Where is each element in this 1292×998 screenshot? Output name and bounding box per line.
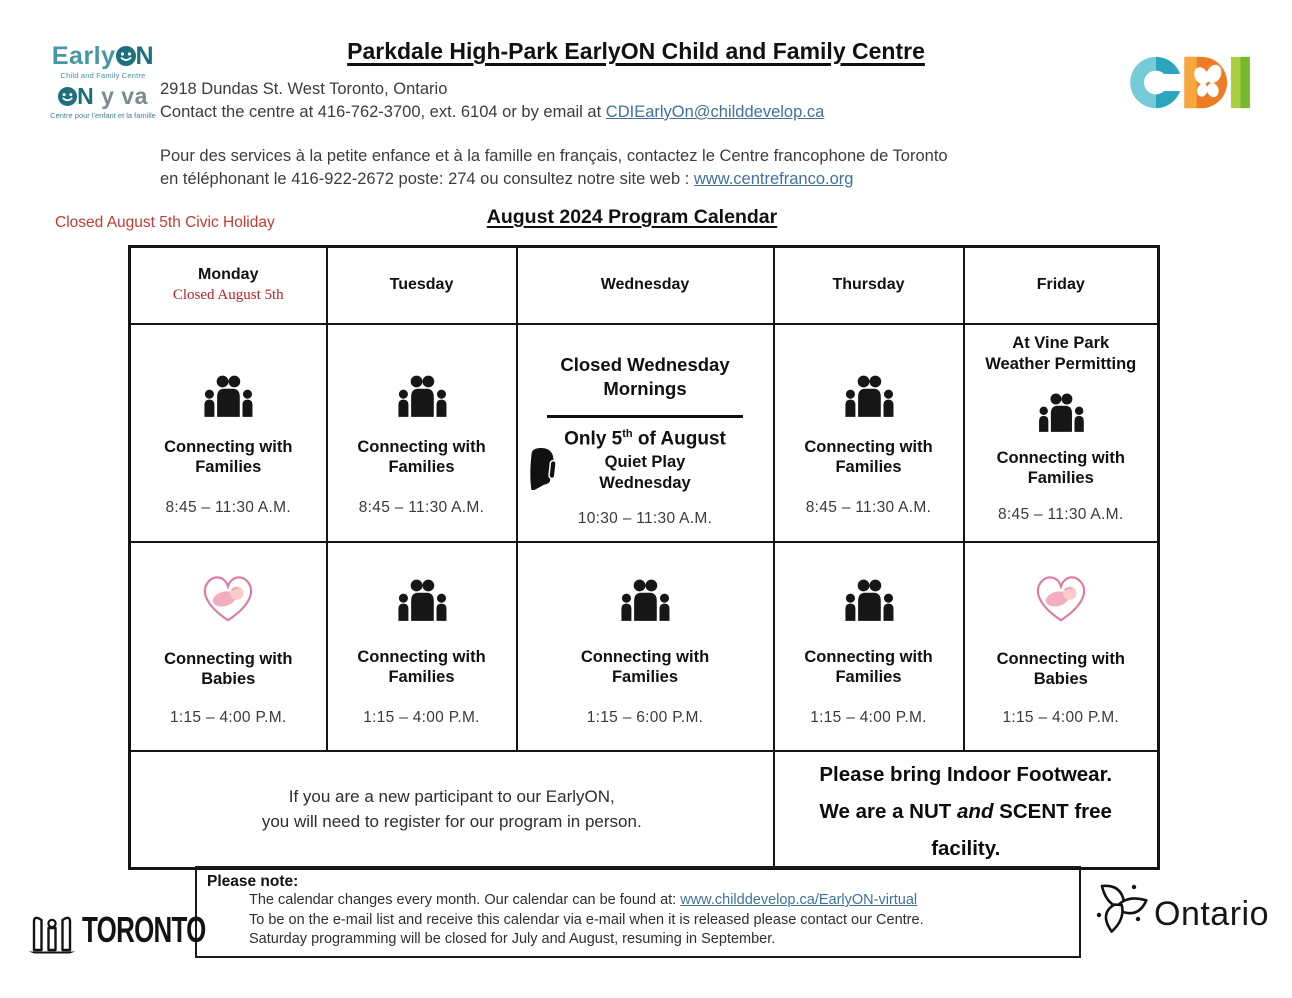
program-title: Connecting with Families	[164, 437, 293, 476]
page-title: Parkdale High-Park EarlyON Child and Family Centre	[347, 38, 925, 64]
family-icon	[840, 579, 898, 621]
address-block	[160, 78, 824, 124]
french-line2	[160, 168, 948, 191]
cell-friday-morning	[964, 324, 1159, 542]
french-text: en téléphonant le 416-922-2672 poste: 274 ou consultez notre site web :	[160, 169, 694, 188]
note-title: Please note:	[207, 873, 299, 890]
note-line-1: The calendar changes every month. Our calendar can be found at: www.childdevelop.ca/EarlyON-virtual	[249, 892, 918, 908]
earlyon-logo-subtitle-en: Child and Family Centre	[60, 71, 146, 80]
ontario-logo	[1088, 874, 1269, 938]
note-line-2: To be on the e-mail list and receive this calendar via e-mail when it is released please contact our Centre.	[249, 911, 924, 928]
program-table	[128, 245, 1160, 870]
program-title: Connecting with Families	[804, 647, 933, 686]
cell-tuesday-afternoon	[327, 542, 517, 751]
ontario-trillium-icon	[1088, 874, 1152, 938]
family-icon	[393, 375, 451, 417]
calendar-link[interactable]: www.childdevelop.ca/EarlyON-virtual	[680, 892, 918, 908]
day-header-friday: Friday	[964, 247, 1159, 324]
ontario-wordmark: Ontario	[1154, 895, 1269, 933]
calendar-title: August 2024 Program Calendar	[486, 206, 778, 228]
toronto-city-hall-icon	[24, 906, 80, 954]
earlyon-logo-n-text: N	[135, 42, 155, 70]
note-line-3: Saturday programming will be closed for July and August, resuming in September.	[249, 931, 776, 947]
afternoon-row	[130, 542, 1159, 751]
program-time: 1:15 – 4:00 P.M.	[169, 708, 287, 726]
program-time: 8:45 – 11:30 A.M.	[805, 498, 932, 516]
earlyon-logo-subtitle-fr: Centre pour l'enfant et la famille	[50, 110, 156, 120]
monday-closed-note: Closed August 5th	[172, 287, 284, 304]
program-title: Connecting with Babies	[164, 649, 293, 688]
address-line: 2918 Dundas St. West Toronto, Ontario	[160, 80, 448, 98]
program-title: Connecting with Families	[357, 647, 486, 686]
cdi-logo	[1128, 54, 1254, 116]
table-footer-row	[130, 751, 1159, 869]
morning-row	[130, 324, 1159, 542]
day-header-wednesday: Wednesday	[517, 247, 774, 324]
program-title: Connecting with Families	[804, 437, 933, 476]
french-paragraph	[160, 145, 948, 190]
toronto-logo	[24, 906, 254, 954]
divider-line	[547, 415, 743, 418]
program-time: 8:45 – 11:30 A.M.	[358, 498, 485, 516]
family-icon	[1034, 393, 1088, 432]
program-time: 8:45 – 11:30 A.M.	[165, 498, 291, 516]
day-header-tuesday: Tuesday	[327, 247, 517, 324]
program-time: 8:45 – 11:30 A.M.	[998, 505, 1124, 523]
cell-monday-afternoon	[130, 542, 327, 751]
program-title: Connecting with Babies	[996, 649, 1125, 688]
contact-line	[160, 101, 824, 124]
quiet-play-title: Quiet Play Wednesday	[599, 452, 691, 492]
day-header-thursday: Thursday	[774, 247, 964, 324]
closed-holiday-notice: Closed August 5th Civic Holiday	[55, 214, 275, 231]
cell-monday-morning	[130, 324, 327, 542]
website-link[interactable]: www.centrefranco.org	[693, 169, 854, 188]
table-header-row	[130, 247, 1159, 324]
cell-tuesday-morning	[327, 324, 517, 542]
cell-thursday-afternoon	[774, 542, 964, 751]
only-5th-line: Only 5th of August	[564, 427, 726, 449]
cell-thursday-morning	[774, 324, 964, 542]
closed-wednesday-title: Closed Wednesday Mornings	[560, 353, 730, 399]
program-title: Connecting with Families	[580, 647, 710, 686]
program-title: Connecting with Families	[357, 437, 486, 476]
please-note-box	[195, 866, 1081, 958]
day-header-monday: Monday Closed August 5th	[130, 247, 327, 324]
cell-wednesday-morning	[517, 324, 774, 542]
baby-in-heart-icon	[1029, 569, 1093, 625]
smiley-face-icon	[58, 87, 77, 106]
cdi-logo-icon	[1128, 54, 1254, 111]
french-line1: Pour des services à la petite enfance et à la famille en français, contactez le Centre francophone de Toronto	[160, 147, 948, 165]
family-icon	[199, 375, 257, 417]
family-icon	[616, 579, 674, 621]
cell-friday-afternoon	[964, 542, 1159, 751]
email-link[interactable]: CDIEarlyOn@childdevelop.ca	[605, 103, 825, 121]
footwear-nut-scent-notice: Please bring Indoor Footwear. We are a NUT and SCENT free facility.	[774, 751, 1159, 869]
onyva-yva-text: y va	[94, 82, 148, 109]
earlyon-logo-line2	[38, 82, 168, 109]
program-title: Connecting with Families	[996, 448, 1125, 487]
vine-park-note: At Vine Park Weather Permitting	[985, 333, 1137, 373]
toronto-wordmark: TORONTO	[82, 909, 206, 950]
cell-wednesday-afternoon	[517, 542, 774, 751]
earlyon-logo-early-text: Early	[51, 42, 116, 70]
program-time: 1:15 – 6:00 P.M.	[586, 708, 704, 726]
contact-text: Contact the centre at 416-762-3700, ext. 6104 or by email at	[160, 103, 606, 121]
baby-in-heart-icon	[196, 569, 260, 625]
program-time: 1:15 – 4:00 P.M.	[810, 708, 927, 726]
program-time: 10:30 – 11:30 A.M.	[577, 509, 713, 527]
new-participant-notice: If you are a new participant to our EarlyON, you will need to register for our program in person.	[130, 751, 774, 869]
onyva-n-text: N	[77, 82, 95, 109]
quiet-shh-icon	[528, 447, 562, 496]
family-icon	[393, 579, 451, 621]
family-icon	[840, 375, 898, 417]
program-time: 1:15 – 4:00 P.M.	[1002, 708, 1120, 726]
program-time: 1:15 – 4:00 P.M.	[363, 708, 480, 726]
